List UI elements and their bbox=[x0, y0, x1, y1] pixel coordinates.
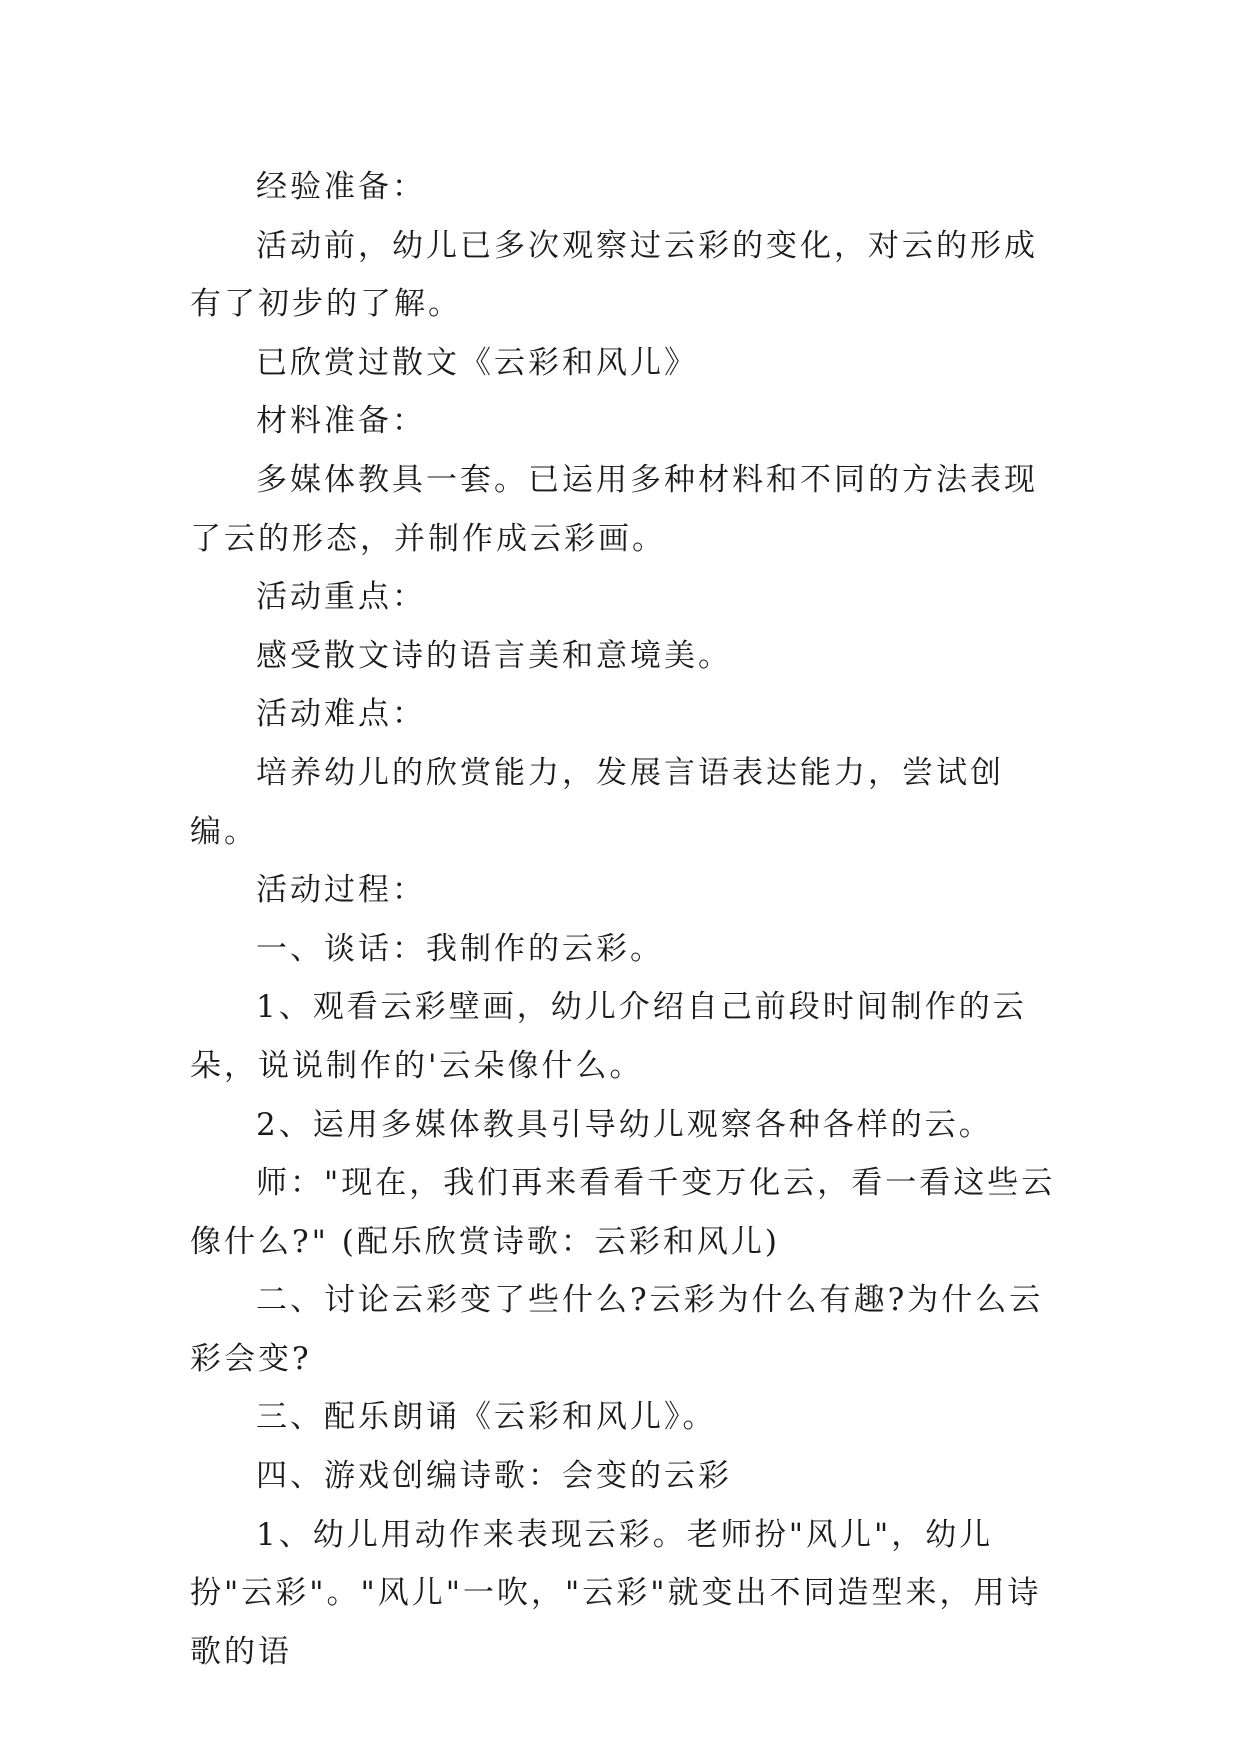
paragraph-step-2: 二、讨论云彩变了些什么?云彩为什么有趣?为什么云彩会变? bbox=[190, 1282, 1044, 1377]
paragraph-process-heading: 活动过程： bbox=[256, 872, 426, 909]
paragraph-step-1: 一、谈话：我制作的云彩。 bbox=[256, 930, 664, 967]
document-body bbox=[190, 158, 1070, 1681]
paragraph-experience-text: 活动前，幼儿已多次观察过云彩的变化，对云的形成有了初步的了解。 bbox=[190, 227, 1038, 323]
paragraph-focus-text: 感受散文诗的语言美和意境美。 bbox=[256, 637, 732, 674]
paragraph-prose-appreciated: 已欣赏过散文《云彩和风儿》 bbox=[256, 344, 698, 381]
paragraph-difficulty-text: 培养幼儿的欣赏能力，发展言语表达能力，尝试创编。 bbox=[190, 754, 1004, 850]
paragraph-materials-heading: 材料准备： bbox=[256, 403, 426, 440]
paragraph-step-1-2: 2、运用多媒体教具引导幼儿观察各种各样的云。 bbox=[256, 1106, 993, 1143]
paragraph-experience-heading: 经验准备： bbox=[256, 169, 426, 205]
paragraph-materials-text: 多媒体教具一套。已运用多种材料和不同的方法表现了云的形态，并制作成云彩画。 bbox=[190, 461, 1038, 557]
paragraph-teacher-quote: 师："现在，我们再来看看千变万化云，看一看这些云像什么?" (配乐欣赏诗歌：云彩和风儿) bbox=[190, 1165, 1056, 1260]
paragraph-step-1-1: 1、观看云彩壁画，幼儿介绍自己前段时间制作的云朵，说说制作的'云朵像什么。 bbox=[190, 989, 1027, 1084]
paragraph-step-4: 四、游戏创编诗歌：会变的云彩 bbox=[256, 1458, 732, 1495]
paragraph-focus-heading: 活动重点： bbox=[256, 579, 426, 616]
paragraph-difficulty-heading: 活动难点： bbox=[256, 696, 426, 733]
paragraph-step-3: 三、配乐朗诵《云彩和风儿》。 bbox=[256, 1399, 717, 1436]
paragraph-step-4-1: 1、幼儿用动作来表现云彩。老师扮"风儿"，幼儿扮"云彩"。"风儿"一吹，"云彩"就变出不同造型来，用诗歌的语 bbox=[190, 1516, 1042, 1670]
